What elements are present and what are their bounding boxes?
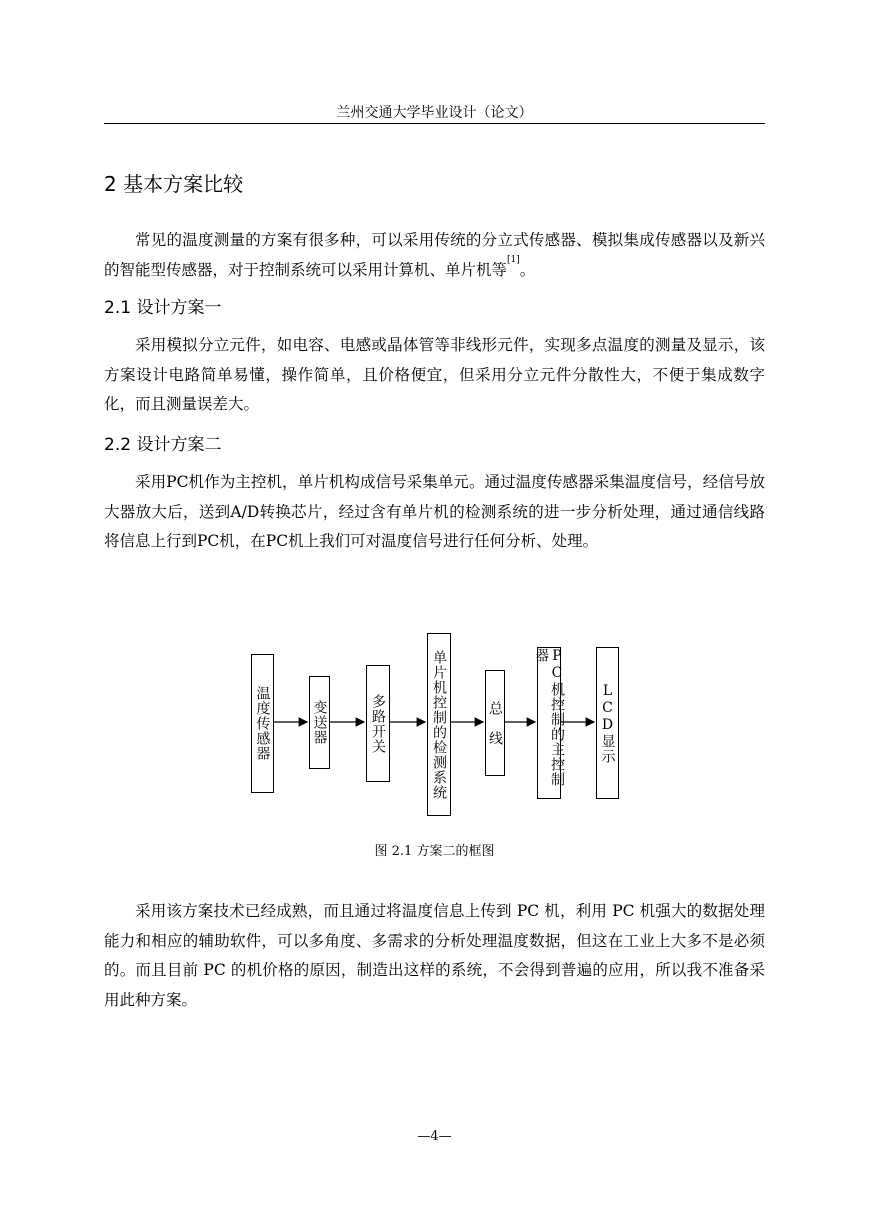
- box-pc-controller-label: PC机控制的主控制器: [533, 648, 565, 787]
- block-diagram: [244, 630, 634, 820]
- figure-caption: 图 2.1 方案二的框图: [374, 844, 495, 859]
- subsection-2-heading: 2.2 设计方案二: [104, 435, 222, 455]
- conclusion-paragraph: 采用该方案技术已经成熟，而且通过将温度信息上传到 PC 机，利用 PC 机强大的数据处理能力和相应的辅助软件，可以多角度、多需求的分析处理温度数据，但这在工业上大多不是必须的。而且目前 PC 的机价格的原因，制造出这样的系统，不会得到普遍的应用，所以我不准备采用此种方案。: [104, 902, 765, 1009]
- box-bus: [485, 670, 505, 776]
- section-heading: 2 基本方案比较: [104, 172, 244, 196]
- intro-paragraph: [104, 226, 765, 285]
- box-bus-label: 总 线: [487, 700, 503, 746]
- box-transmitter-label: 变送器: [311, 700, 328, 745]
- box-mcu-detection: [427, 633, 451, 816]
- page-number: —4—: [417, 1129, 452, 1144]
- subsection-2-paragraph: 采用PC机作为主控机，单片机构成信号采集单元。通过温度传感器采集温度信号，经信号放大器放大后，送到A/D转换芯片，经过含有单片机的检测系统的进一步分析处理，通过通信线路将信息上行到PC机，在PC机上我们可对温度信号进行任何分析、处理。: [104, 473, 765, 550]
- box-lcd-display: [596, 647, 619, 799]
- page-header: 兰州交通大学毕业设计（论文）: [336, 105, 533, 121]
- citation: [1]: [507, 254, 520, 265]
- subsection-1-heading: 2.1 设计方案一: [104, 298, 222, 318]
- subsection-1-paragraph: 采用模拟分立元件，如电容、电感或晶体管等非线形元件，实现多点温度的测量及显示，该方案设计电路简单易懂，操作简单，且价格便宜，但采用分立元件分散性大，不便于集成数字化，而且测量误差大。: [104, 336, 765, 413]
- intro-text: 常见的温度测量的方案有很多种，可以采用传统的分立式传感器、模拟集成传感器以及新兴的智能型传感器，对于控制系统可以采用计算机、单片机等: [104, 231, 765, 279]
- box-temperature-sensor: [251, 654, 274, 793]
- box-multiplexer: [366, 665, 390, 782]
- box-temperature-sensor-label: 温度传感器: [254, 686, 271, 761]
- header-divider: [104, 123, 765, 124]
- box-pc-controller: [533, 647, 565, 799]
- box-mcu-detection-label: 单片机控制的检测系统: [431, 649, 447, 800]
- box-transmitter: [309, 676, 330, 769]
- box-multiplexer-label: 多路开关: [370, 693, 386, 754]
- box-lcd-display-label: LCD显示: [599, 682, 616, 764]
- intro-end: 。: [519, 260, 536, 279]
